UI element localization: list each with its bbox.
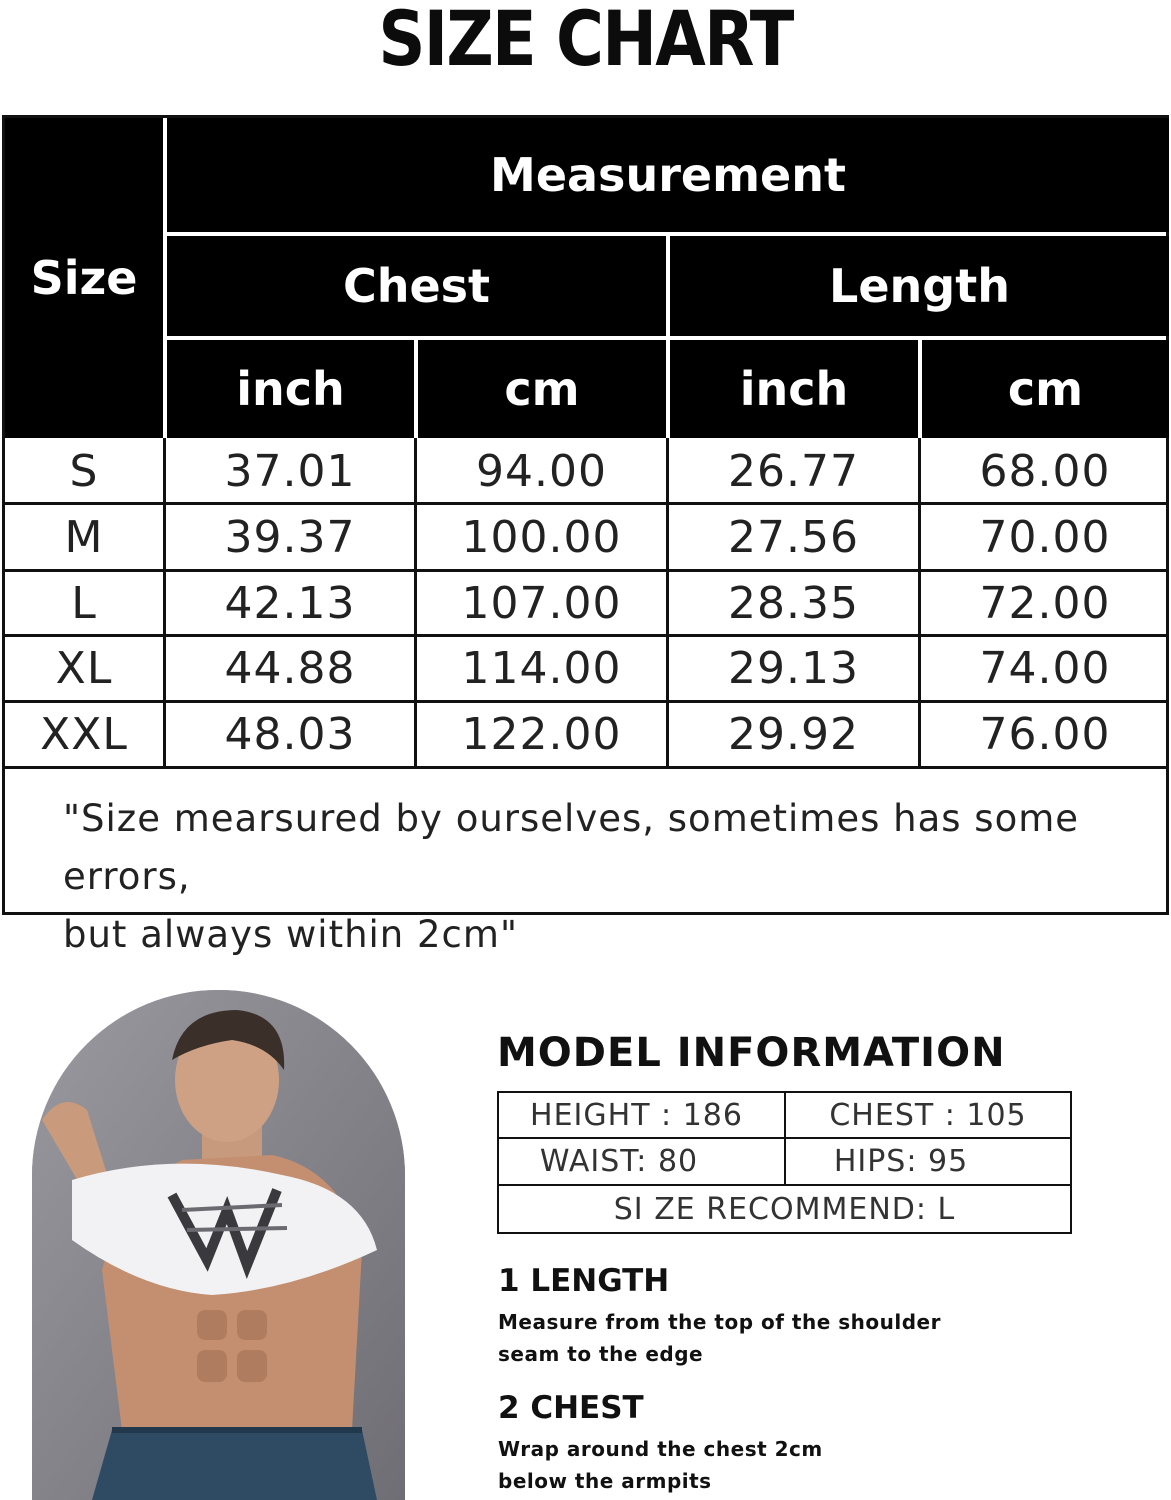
length-inch-cell: 29.13 xyxy=(728,643,859,694)
length-inch-cell: 26.77 xyxy=(728,445,859,497)
chest-guide-title: 2 CHEST xyxy=(498,1390,644,1426)
chest-inch-cell: 48.03 xyxy=(224,709,356,760)
chest-cm-cell: 114.00 xyxy=(461,643,622,694)
length-cm-cell: 68.00 xyxy=(979,445,1111,497)
chest-guide-text: Wrap around the chest 2cm below the armpits xyxy=(498,1437,823,1493)
length-cm-header: cm xyxy=(922,340,1169,438)
model-hips: HIPS: 95 xyxy=(833,1144,969,1179)
size-cell: L xyxy=(71,577,97,629)
length-guide-text: Measure from the top of the shoulder seam to the edge xyxy=(498,1310,941,1366)
size-cell: XXL xyxy=(40,709,128,760)
model-info-title: MODEL INFORMATION xyxy=(497,1030,1006,1076)
chest-cm-header: cm xyxy=(418,340,666,438)
chest-inch-cell: 39.37 xyxy=(224,511,356,563)
measurement-header: Measurement xyxy=(167,118,1169,232)
length-cm-cell: 72.00 xyxy=(979,577,1111,629)
model-illustration xyxy=(32,990,405,1500)
chest-inch-cell: 42.13 xyxy=(224,577,356,629)
chest-cm-cell: 107.00 xyxy=(461,577,622,629)
length-cm-cell: 74.00 xyxy=(979,643,1111,694)
length-inch-header: inch xyxy=(670,340,918,438)
size-header: Size xyxy=(5,118,163,438)
model-height: HEIGHT : 186 xyxy=(530,1097,743,1133)
measurement-note: "Size mearsured by ourselves, sometimes has some errors, but always within 2cm" xyxy=(63,797,1080,956)
chest-cm-cell: 122.00 xyxy=(461,709,622,760)
model-waist: WAIST: 80 xyxy=(539,1144,699,1179)
size-cell: S xyxy=(69,445,99,497)
model-photo xyxy=(32,990,405,1500)
length-cm-cell: 70.00 xyxy=(979,511,1111,563)
length-cm-cell: 76.00 xyxy=(979,709,1111,760)
page-title: SIZE CHART xyxy=(378,0,793,83)
size-chart-table xyxy=(2,115,1169,956)
length-inch-cell: 27.56 xyxy=(728,511,859,563)
length-header: Length xyxy=(670,236,1169,336)
chest-inch-cell: 44.88 xyxy=(224,643,356,694)
row-divider xyxy=(5,766,1169,769)
model-chest: CHEST : 105 xyxy=(829,1097,1027,1133)
size-cell: XL xyxy=(55,643,113,694)
chest-inch-header: inch xyxy=(167,340,414,438)
chest-cm-cell: 100.00 xyxy=(461,511,622,563)
length-guide-title: 1 LENGTH xyxy=(498,1263,670,1299)
chest-header: Chest xyxy=(167,236,666,336)
model-info-table xyxy=(497,1091,1072,1234)
length-inch-cell: 29.92 xyxy=(728,709,859,760)
model-size-recommend: SI ZE RECOMMEND: L xyxy=(613,1191,956,1227)
chest-inch-cell: 37.01 xyxy=(224,445,356,497)
length-inch-cell: 28.35 xyxy=(728,577,859,629)
chest-cm-cell: 94.00 xyxy=(476,445,607,497)
size-cell: M xyxy=(64,511,104,563)
